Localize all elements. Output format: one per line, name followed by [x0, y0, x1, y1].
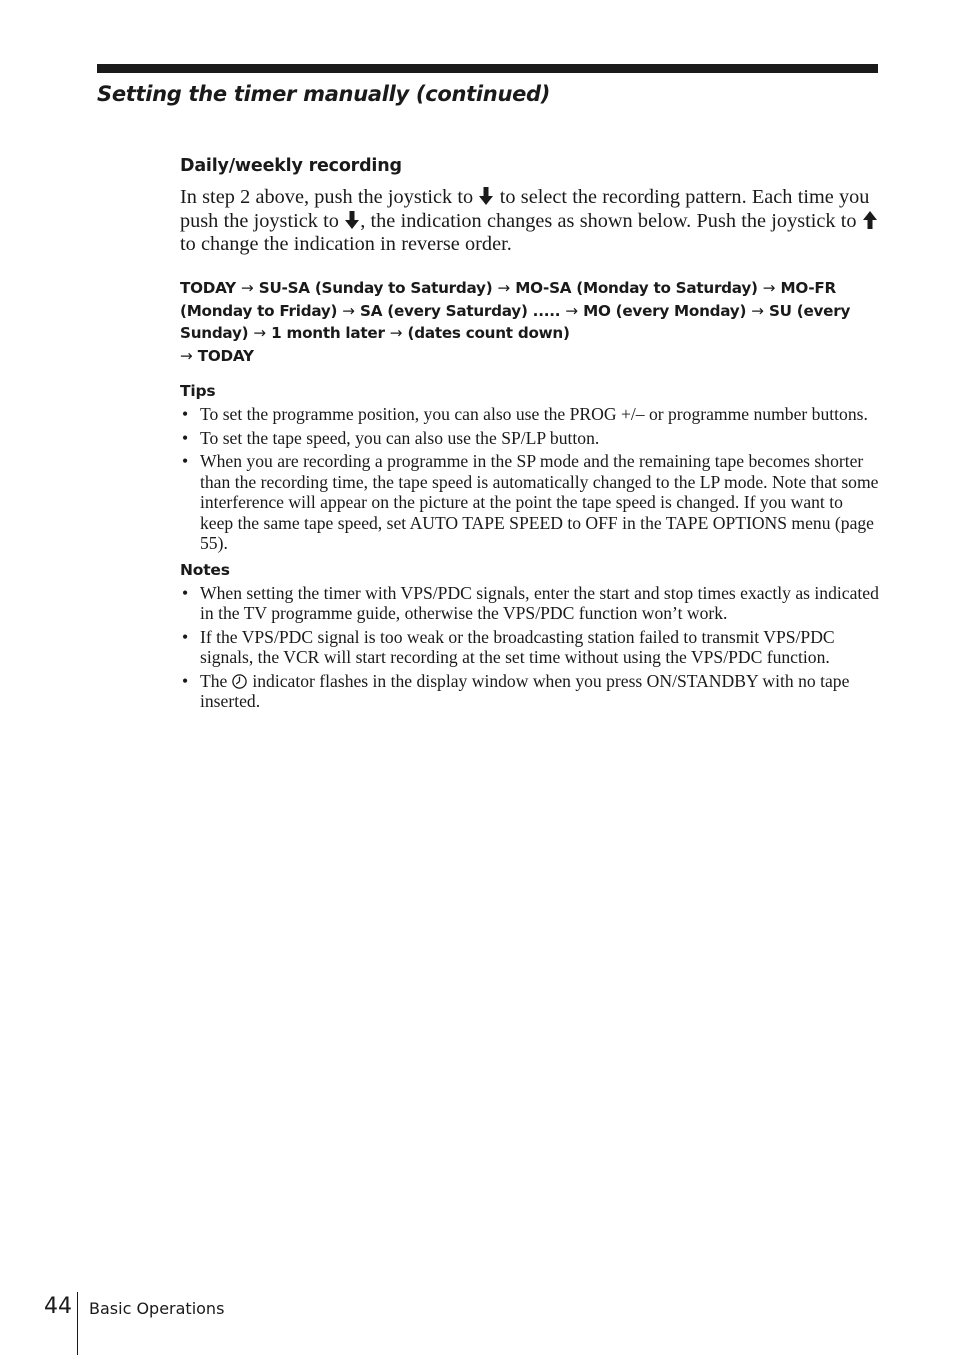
arrow-right-icon: →: [389, 324, 403, 343]
intro-text-4: to change the indication in reverse order.: [180, 233, 512, 256]
sequence-item: (dates count down): [407, 324, 570, 343]
footer-divider: [77, 1292, 78, 1355]
arrow-right-icon: →: [180, 346, 193, 365]
bullet: •: [182, 427, 189, 448]
sequence-item: SU-SA (Sunday to Saturday): [258, 279, 493, 298]
arrow-right-icon: →: [342, 301, 355, 320]
note-text-pre: The: [200, 670, 228, 691]
arrow-right-icon: →: [565, 301, 579, 320]
tip-text: When you are recording a programme in the SP mode and the remaining tape becomes shorter than the recording time, the tape speed is automatically changed to the LP mode. Note that some interference will appear on the picture at the point the tape speed is changed. If you want to keep the same tape speed, set AUTO TAPE SPEED to OFF in the TAPE OPTIONS menu (page 55).: [200, 451, 879, 554]
intro-text-2: to select the recording pattern. Each time you push the joystick to: [180, 186, 870, 232]
bullet: •: [182, 582, 189, 603]
intro-text-1: In step 2 above, push the joystick to: [180, 186, 474, 208]
notes-list: [180, 583, 880, 712]
sequence-item: MO-FR (Monday to Friday): [180, 279, 836, 320]
list-item: [180, 627, 880, 668]
tips-list: [180, 404, 880, 554]
main-content: [180, 156, 880, 715]
arrow-right-icon: →: [253, 324, 267, 343]
list-item: [180, 428, 880, 449]
list-item: [180, 451, 880, 554]
sequence-item: TODAY: [180, 279, 236, 298]
recording-pattern-sequence: [180, 277, 875, 367]
bullet: •: [182, 451, 189, 472]
arrow-right-icon: →: [497, 279, 511, 298]
arrow-right-icon: →: [751, 301, 764, 320]
page-number: 44: [44, 1294, 72, 1319]
list-item: [180, 404, 880, 425]
tip-text: To set the tape speed, you can also use the SP/LP button.: [200, 427, 600, 448]
arrow-up-icon: [863, 210, 877, 230]
intro-paragraph: [180, 186, 880, 257]
intro-text-3: , the indication changes as shown below. Push the joystick to: [360, 209, 857, 232]
list-item: [180, 583, 880, 624]
sequence-item: SU (every Sunday): [180, 301, 851, 343]
tips-heading: Tips: [180, 382, 216, 401]
tip-text: To set the programme position, you can also use the PROG +/– or programme number buttons.: [200, 404, 868, 425]
section-heading: Daily/weekly recording: [180, 156, 402, 176]
bullet: •: [182, 404, 189, 425]
footer-section-label: Basic Operations: [89, 1299, 225, 1318]
sequence-item: TODAY: [197, 346, 254, 365]
page-title: Setting the timer manually (continued): [97, 82, 551, 106]
arrow-right-icon: →: [240, 279, 254, 298]
header-rule: [97, 64, 878, 73]
clock-icon: [231, 673, 248, 690]
arrow-down-icon: [479, 186, 493, 206]
notes-heading: Notes: [180, 560, 230, 579]
list-item: [180, 671, 880, 712]
arrow-right-icon: →: [762, 279, 776, 298]
note-text: When setting the timer with VPS/PDC signals, enter the start and stop times exactly as indicated in the TV programme guide, otherwise the VPS/PDC function won’t work.: [200, 582, 879, 624]
bullet: •: [182, 670, 189, 691]
sequence-item: SA (every Saturday) .....: [360, 301, 561, 320]
arrow-down-icon: [345, 210, 359, 230]
bullet: •: [182, 626, 189, 647]
sequence-item: MO-SA (Monday to Saturday): [515, 279, 758, 298]
sequence-item: MO (every Monday): [583, 301, 747, 320]
note-text: If the VPS/PDC signal is too weak or the broadcasting station failed to transmit VPS/PDC signals, the VCR will start recording at the set time without using the VPS/PDC function.: [200, 626, 835, 668]
sequence-item: 1 month later: [271, 324, 385, 343]
note-text-post: indicator flashes in the display window when you press ON/STANDBY with no tape inserted.: [200, 670, 850, 712]
